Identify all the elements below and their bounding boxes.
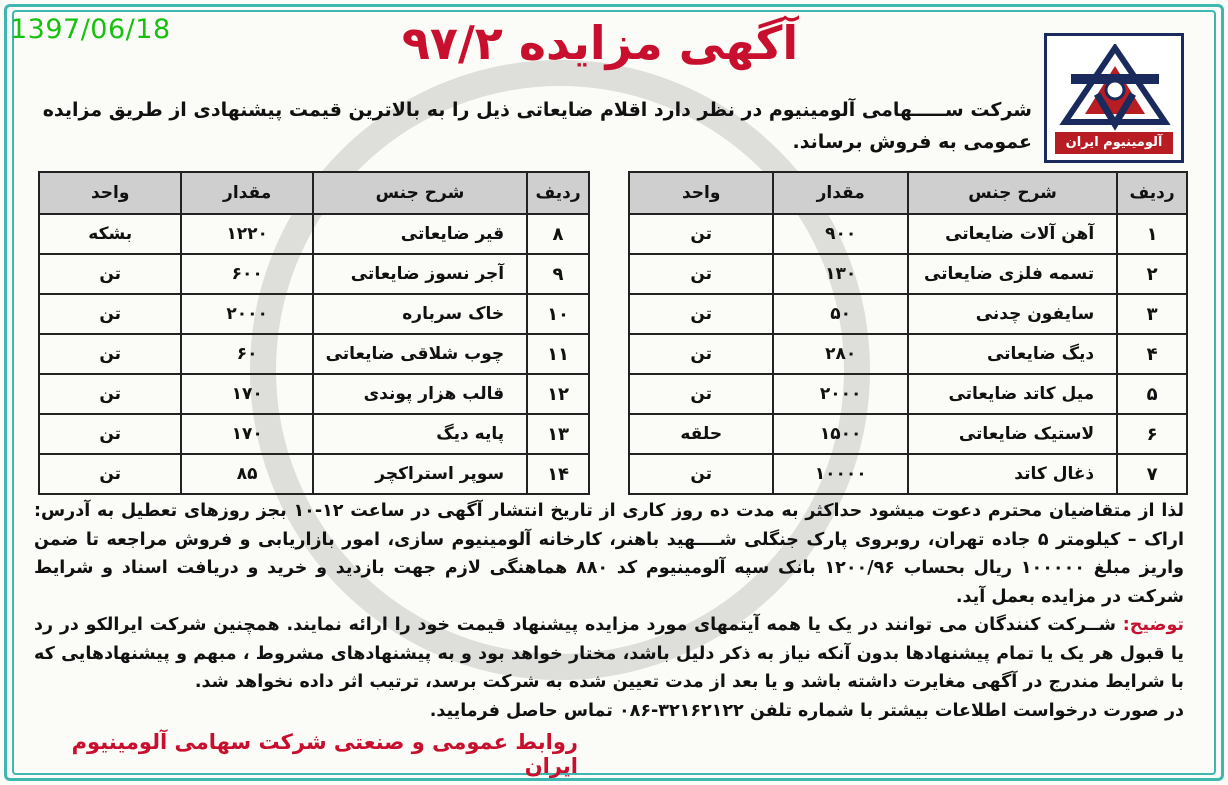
header-unit: واحد: [629, 172, 773, 214]
table-row: [39, 454, 589, 494]
signature-line: روابط عمومی و صنعتی شرکت سهامی آلومینیوم ایران: [71, 730, 578, 778]
item-unit: تن: [39, 414, 181, 454]
row-number: ۳: [1117, 294, 1187, 334]
item-unit: تن: [629, 214, 773, 254]
table-row: [39, 374, 589, 414]
header-row-number: ردیف: [1117, 172, 1187, 214]
row-number: ۶: [1117, 414, 1187, 454]
row-number: ۲: [1117, 254, 1187, 294]
item-description: سایفون چدنی: [908, 294, 1117, 334]
item-unit: تن: [629, 334, 773, 374]
item-quantity: ۱۷۰: [181, 374, 312, 414]
row-number: ۱۰: [527, 294, 589, 334]
item-quantity: ۱۳۰: [773, 254, 908, 294]
header-unit: واحد: [39, 172, 181, 214]
header-quantity: مقدار: [181, 172, 312, 214]
item-quantity: ۱۲۲۰: [181, 214, 312, 254]
item-unit: تن: [39, 374, 181, 414]
company-logo: [1044, 33, 1184, 163]
logo-text: آلومینیوم ایران: [1055, 132, 1173, 154]
row-number: ۱۲: [527, 374, 589, 414]
item-unit: تن: [629, 254, 773, 294]
header-quantity: مقدار: [773, 172, 908, 214]
item-quantity: ۶۰: [181, 334, 312, 374]
row-number: ۱: [1117, 214, 1187, 254]
item-unit: تن: [39, 294, 181, 334]
items-table-right: [628, 171, 1188, 495]
table-row: [39, 214, 589, 254]
item-description: آجر نسوز ضایعاتی: [313, 254, 527, 294]
item-unit: حلقه: [629, 414, 773, 454]
item-description: آهن آلات ضایعاتی: [908, 214, 1117, 254]
item-description: میل کاتد ضایعاتی: [908, 374, 1117, 414]
page-title: آگهی مزایده ۹۷/۲: [401, 16, 799, 70]
table-row: [39, 294, 589, 334]
item-unit: تن: [629, 454, 773, 494]
row-number: ۱۴: [527, 454, 589, 494]
item-quantity: ۲۰۰۰: [181, 294, 312, 334]
item-description: ذغال کاتد: [908, 454, 1117, 494]
item-unit: تن: [39, 334, 181, 374]
item-description: چوب شلاقی ضایعاتی: [313, 334, 527, 374]
item-description: تسمه فلزی ضایعاتی: [908, 254, 1117, 294]
row-number: ۵: [1117, 374, 1187, 414]
item-quantity: ۵۰: [773, 294, 908, 334]
row-number: ۱۱: [527, 334, 589, 374]
row-number: ۸: [527, 214, 589, 254]
date-stamp: 1397/06/18: [10, 14, 171, 45]
item-quantity: ۲۸۰: [773, 334, 908, 374]
table-row: [39, 254, 589, 294]
row-number: ۷: [1117, 454, 1187, 494]
item-quantity: ۱۰۰۰۰: [773, 454, 908, 494]
invitation-paragraph: لذا از متقاضیان محترم دعوت میشود حداکثر به مدت ده روز کاری از تاریخ انتشار آگهی در ساعت ۱۲-۱۰ بجز روزهای تعطیل به آدرس: اراک – کیلومتر ۵ جاده تهران، روبروی پارک جنگلی شــــهید باهنر، کارخانه آلومینیوم سازی، امور بازاریابی و فروش مراجعه تا ضمن واریز مبلغ ۱۰۰۰۰۰ ریال بحساب ۱۲۰۰/۹۶ بانک سپه آلومینیوم کد ۸۸۰ هماهنگی لازم جهت بازدید و خرید و دریافت اسناد و شرایط شرکت در مزایده بعمل آید.: [34, 501, 1185, 607]
item-quantity: ۲۰۰۰: [773, 374, 908, 414]
table-row: [629, 454, 1187, 494]
item-description: خاک سرباره: [313, 294, 527, 334]
table-row: [629, 414, 1187, 454]
table-row: [39, 414, 589, 454]
row-number: ۱۳: [527, 414, 589, 454]
table-row: [39, 334, 589, 374]
item-unit: تن: [629, 374, 773, 414]
item-description: قالب هزار پوندی: [313, 374, 527, 414]
table-row: [629, 254, 1187, 294]
note-label: توضیح:: [1122, 615, 1184, 635]
items-table-left: [38, 171, 590, 495]
note-paragraph: [34, 611, 1184, 697]
body-text: [34, 497, 1184, 725]
header-row-number: ردیف: [527, 172, 589, 214]
table-row: [629, 214, 1187, 254]
item-quantity: ۸۵: [181, 454, 312, 494]
note-text: شــرکت کنندگان می توانند در یک یا همه آیتمهای مورد مزایده پیشنهاد قیمت خود را ارائه نمایند. همچنین شرکت ایرالکو در رد یا قبول هر یک یا تمام پیشنهادها بدون آنکه نیاز به ذکر دلیل باشد، مختار خواهد بود و به پیشنهادهای مشروط ، مبهم و پیشنهادهایی که با شرایط مندرج در آگهی مغایرت داشته باشد و یا بعد از مدت تعیین شده به شرکت برسد، ترتیب اثر داده نخواهد شد.: [34, 615, 1184, 692]
item-description: لاستیک ضایعاتی: [908, 414, 1117, 454]
item-quantity: ۶۰۰: [181, 254, 312, 294]
item-unit: بشکه: [39, 214, 181, 254]
row-number: ۹: [527, 254, 589, 294]
item-unit: تن: [629, 294, 773, 334]
iralco-logo-icon: [1057, 44, 1173, 132]
item-description: پایه دیگ: [313, 414, 527, 454]
table-row: [629, 374, 1187, 414]
row-number: ۴: [1117, 334, 1187, 374]
intro-paragraph: شرکت ســـــهامی آلومینیوم در نظر دارد اقلام ضایعاتی ذیل را به بالاترین قیمت پیشنهادی از طریق مزایده عمومی به فروش برساند.: [42, 99, 1032, 153]
header-description: شرح جنس: [908, 172, 1117, 214]
item-quantity: ۹۰۰: [773, 214, 908, 254]
item-quantity: ۱۷۰: [181, 414, 312, 454]
table-header-row: [629, 172, 1187, 214]
header-description: شرح جنس: [313, 172, 527, 214]
item-description: دیگ ضایعاتی: [908, 334, 1117, 374]
table-row: [629, 334, 1187, 374]
item-quantity: ۱۵۰۰: [773, 414, 908, 454]
item-description: قیر ضایعاتی: [313, 214, 527, 254]
item-unit: تن: [39, 254, 181, 294]
table-header-row: [39, 172, 589, 214]
item-description: سوپر استراکچر: [313, 454, 527, 494]
contact-line: در صورت درخواست اطلاعات بیشتر با شماره تلفن ۳۲۱۶۲۱۲۲-۰۸۶ تماس حاصل فرمایید.: [429, 700, 1184, 721]
item-unit: تن: [39, 454, 181, 494]
table-row: [629, 294, 1187, 334]
